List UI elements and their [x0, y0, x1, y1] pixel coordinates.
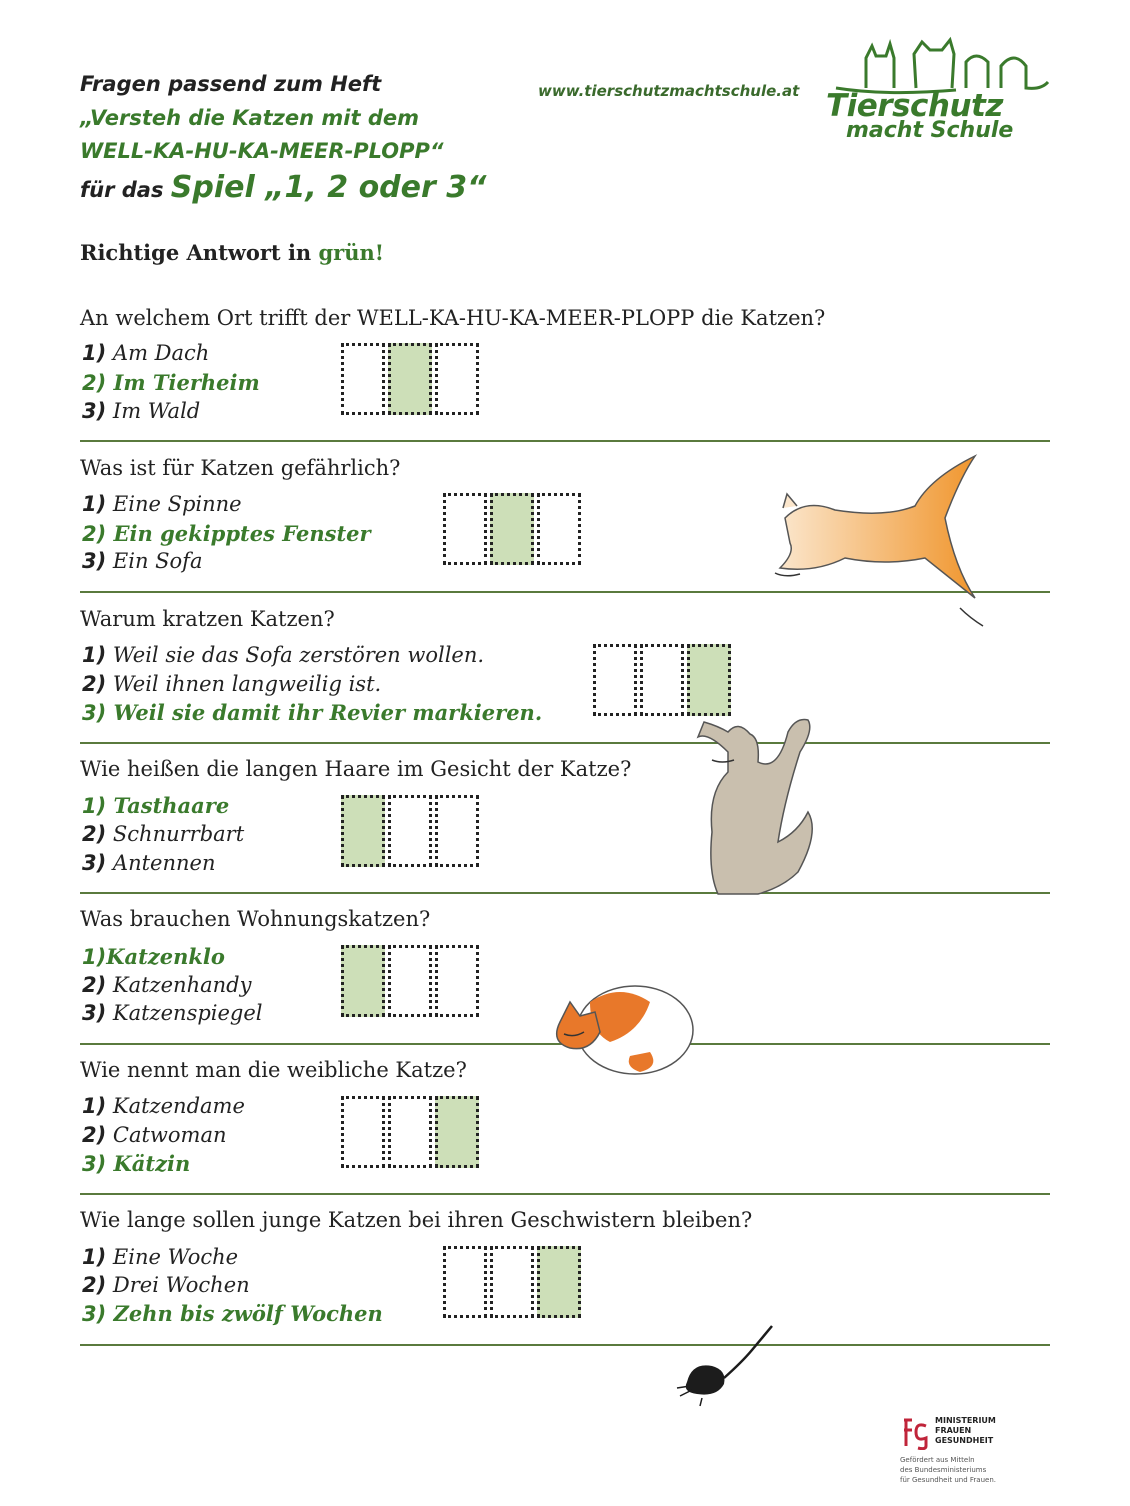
question-2-answer-boxes	[443, 493, 584, 565]
question-4-text: Wie heißen die langen Haare im Gesicht der Katze?	[80, 757, 632, 781]
answer-box-2	[640, 644, 684, 716]
answer-box-3	[435, 795, 479, 867]
separator-line	[80, 1344, 1050, 1346]
funding-line-3: für Gesundheit und Frauen.	[900, 1476, 996, 1484]
ministry-logo-icon	[900, 1416, 932, 1450]
option-text: Im Wald	[112, 399, 201, 423]
answer-box-1-correct	[341, 795, 385, 867]
question-6-option-1	[82, 1094, 245, 1118]
question-1-text: An welchem Ort trifft der WELL-KA-HU-KA-MEER-PLOPP die Katzen?	[80, 306, 826, 330]
question-7-option-2	[82, 1273, 250, 1297]
answer-box-2	[490, 1246, 534, 1318]
question-4-option-3	[82, 851, 215, 875]
question-4-option-1	[82, 793, 229, 818]
option-number: 2)	[82, 672, 107, 696]
option-text: Antennen	[112, 851, 216, 875]
option-text: Katzendame	[112, 1094, 245, 1118]
option-number: 2)	[82, 973, 107, 997]
answer-box-3-correct	[537, 1246, 581, 1318]
funding-line-1: Gefördert aus Mitteln	[900, 1456, 975, 1464]
answer-box-3-correct	[687, 644, 731, 716]
funding-note	[900, 1455, 1010, 1485]
option-number: 3)	[82, 1001, 107, 1025]
ministry-line-1: MINISTERIUM	[935, 1416, 996, 1425]
option-number: 1)	[82, 341, 107, 365]
answer-box-2	[388, 945, 432, 1017]
separator-line	[80, 742, 1050, 744]
answer-box-3	[537, 493, 581, 565]
question-5-option-2	[82, 973, 251, 997]
instruction-text	[80, 240, 384, 265]
option-number: 2)	[82, 822, 107, 846]
answer-box-1	[443, 493, 487, 565]
question-6-answer-boxes	[341, 1096, 482, 1168]
option-text: Eine Spinne	[112, 492, 242, 516]
instruction-prefix: Richtige Antwort in	[80, 240, 312, 265]
option-text: Kätzin	[113, 1151, 191, 1176]
question-7-answer-boxes	[443, 1246, 584, 1318]
option-text: Ein Sofa	[112, 549, 203, 573]
ministry-name	[935, 1416, 996, 1446]
question-3-answer-boxes	[593, 644, 734, 716]
option-text: Katzenhandy	[112, 973, 252, 997]
option-text: Schnurrbart	[112, 822, 245, 846]
question-6-option-3	[82, 1151, 190, 1176]
question-4-answer-boxes	[341, 795, 482, 867]
question-1-option-2	[82, 370, 260, 395]
option-text: Catwoman	[112, 1123, 227, 1147]
question-3-option-3	[82, 700, 542, 725]
mouse-icon	[672, 1322, 777, 1408]
answer-box-1	[593, 644, 637, 716]
option-text: Weil sie damit ihr Revier markieren.	[113, 700, 543, 725]
option-number: 1)	[82, 492, 107, 516]
question-2-text: Was ist für Katzen gefährlich?	[80, 456, 401, 480]
question-5-option-1	[82, 944, 225, 969]
instruction-green-word: grün!	[318, 240, 385, 265]
option-number: 3)	[82, 701, 107, 725]
animal-silhouettes-icon	[826, 36, 1056, 96]
answer-box-2-correct	[388, 343, 432, 415]
logo	[826, 36, 1056, 146]
option-text: Tasthaare	[113, 793, 230, 818]
option-number: 2)	[82, 1273, 107, 1297]
question-3-option-1	[82, 643, 484, 667]
question-4-option-2	[82, 822, 244, 846]
separator-line	[80, 1193, 1050, 1195]
question-7-text: Wie lange sollen junge Katzen bei ihren Geschwistern bleiben?	[80, 1208, 753, 1232]
question-1-answer-boxes	[341, 343, 482, 415]
option-text: Zehn bis zwölf Wochen	[113, 1301, 383, 1326]
header-booklet-title-line2: WELL-KA-HU-KA-MEER-PLOPP“	[80, 139, 444, 163]
option-number: 3)	[82, 549, 107, 573]
answer-box-2-correct	[490, 493, 534, 565]
option-number: 2)	[82, 371, 107, 395]
header-booklet-title-line1: „Versteh die Katzen mit dem	[80, 106, 419, 130]
option-text: Am Dach	[112, 341, 210, 365]
separator-line	[80, 892, 1050, 894]
option-text: Ein gekipptes Fenster	[113, 521, 371, 546]
question-2-option-3	[82, 549, 202, 573]
answer-box-2	[388, 795, 432, 867]
question-1-option-3	[82, 399, 200, 423]
question-5-answer-boxes	[341, 945, 482, 1017]
header-game-name: Spiel „1, 2 oder 3“	[170, 170, 487, 205]
question-6-option-2	[82, 1123, 227, 1147]
answer-box-1	[341, 1096, 385, 1168]
option-text: Eine Woche	[112, 1245, 239, 1269]
option-text: Weil ihnen langweilig ist.	[112, 672, 382, 696]
question-3-option-2	[82, 672, 381, 696]
option-number: 3)	[82, 1152, 107, 1176]
question-5-text: Was brauchen Wohnungskatzen?	[80, 907, 431, 931]
option-number: 1)	[82, 1245, 107, 1269]
option-text: Drei Wochen	[112, 1273, 250, 1297]
jumping-cat-icon	[765, 448, 990, 628]
option-number: 3)	[82, 1302, 107, 1326]
logo-word-macht-schule: macht Schule	[846, 118, 1014, 143]
option-number: 3)	[82, 399, 107, 423]
sleeping-cat-icon	[540, 972, 698, 1078]
ministry-line-2: FRAUEN	[935, 1426, 972, 1435]
option-number: 1)	[82, 643, 107, 667]
question-1-option-1	[82, 341, 209, 365]
question-6-text: Wie nennt man die weibliche Katze?	[80, 1058, 467, 1082]
option-number: 1)	[82, 794, 107, 818]
separator-line	[80, 440, 1050, 442]
ministry-line-3: GESUNDHEIT	[935, 1436, 994, 1445]
option-text: Katzenklo	[106, 944, 225, 969]
option-text: Katzenspiegel	[112, 1001, 263, 1025]
option-number: 3)	[82, 851, 107, 875]
header-game-line	[80, 170, 486, 205]
question-5-option-3	[82, 1001, 263, 1025]
option-number: 1)	[82, 945, 107, 969]
logo-word-tierschutz: Tierschutz	[826, 88, 1003, 124]
option-number: 1)	[82, 1094, 107, 1118]
answer-box-3	[435, 343, 479, 415]
question-3-text: Warum kratzen Katzen?	[80, 607, 335, 631]
funding-line-2: des Bundesministeriums	[900, 1466, 987, 1474]
question-7-option-1	[82, 1245, 238, 1269]
option-text: Weil sie das Sofa zerstören wollen.	[112, 643, 485, 667]
answer-box-1-correct	[341, 945, 385, 1017]
answer-box-1	[341, 343, 385, 415]
answer-box-3-correct	[435, 1096, 479, 1168]
header-title: Fragen passend zum Heft	[80, 72, 382, 96]
question-7-option-3	[82, 1301, 383, 1326]
question-2-option-2	[82, 521, 371, 546]
option-number: 2)	[82, 522, 107, 546]
answer-box-3	[435, 945, 479, 1017]
option-text: Im Tierheim	[113, 370, 260, 395]
question-2-option-1	[82, 492, 242, 516]
scratching-cat-icon	[688, 712, 828, 898]
answer-box-1	[443, 1246, 487, 1318]
answer-box-2	[388, 1096, 432, 1168]
website-link[interactable]: www.tierschutzmachtschule.at	[538, 82, 800, 100]
header-game-prefix: für das	[80, 178, 164, 202]
option-number: 2)	[82, 1123, 107, 1147]
